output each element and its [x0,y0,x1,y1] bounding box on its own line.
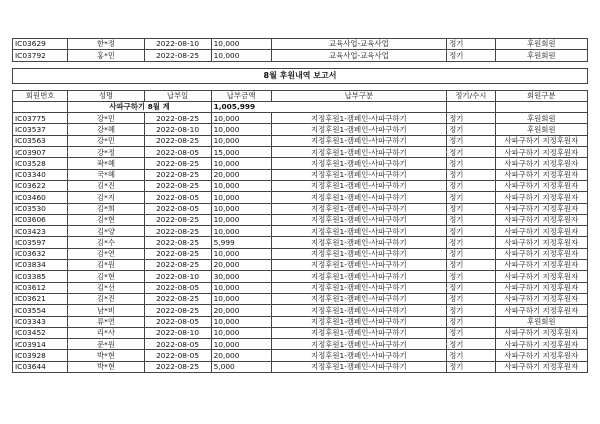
regular-cell: 정기 [447,282,495,293]
pay-date-cell: 2022-08-10 [144,271,211,282]
amount-cell: 10,000 [211,39,271,50]
report-title: 8월 후원내역 보고서 [13,68,588,83]
table-row [13,316,588,327]
regular-cell: 정기 [447,214,495,225]
table-row [13,226,588,237]
amount-cell: 15,000 [211,147,271,158]
name-cell: 문*원 [68,339,144,350]
member-type-cell: 후원회원 [495,124,587,135]
pay-type-cell: 지정후원1-캠페인-사파구하기 [271,214,447,225]
pay-type-cell: 지정후원1-캠페인-사파구하기 [271,305,447,316]
pay-date-cell: 2022-08-05 [144,339,211,350]
member-id-cell: IC03928 [13,350,68,361]
name-cell: 강*혜 [68,124,144,135]
regular-cell: 정기 [447,327,495,338]
pay-date-cell: 2022-08-25 [144,135,211,146]
table-row [13,339,588,350]
name-cell: 김*지 [68,192,144,203]
member-id-cell: IC03343 [13,316,68,327]
amount-cell: 10,000 [211,124,271,135]
pay-date-cell: 2022-08-05 [144,316,211,327]
table-row [13,192,588,203]
header-pay-date: 납부일 [144,90,211,101]
subtotal-label: 사파구하기 8월 계 [68,101,211,112]
regular-cell: 정기 [447,192,495,203]
amount-cell: 10,000 [211,158,271,169]
member-type-cell: 사파구하기 지정후원자 [495,271,587,282]
name-cell: 강*민 [68,135,144,146]
regular-cell: 정기 [447,124,495,135]
regular-cell: 정기 [447,158,495,169]
member-id-cell: IC03622 [13,180,68,191]
member-type-cell: 사파구하기 지정후원자 [495,203,587,214]
table-row [13,327,588,338]
member-id-cell: IC03563 [13,135,68,146]
table-row [13,147,588,158]
pay-type-cell: 교육사업-교육사업 [271,50,447,61]
pay-type-cell: 지정후원1-캠페인-사파구하기 [271,192,447,203]
table-row [13,271,588,282]
member-type-cell: 사파구하기 지정후원자 [495,135,587,146]
name-cell: 김*수 [68,237,144,248]
table-row [13,158,588,169]
member-id-cell: IC03644 [13,361,68,372]
table-row [13,260,588,271]
table-row [13,214,588,225]
member-id-cell: IC03775 [13,113,68,124]
pay-type-cell: 지정후원1-캠페인-사파구하기 [271,350,447,361]
pay-date-cell: 2022-08-25 [144,214,211,225]
member-type-cell: 사파구하기 지정후원자 [495,180,587,191]
amount-cell: 10,000 [211,316,271,327]
member-type-cell: 사파구하기 지정후원자 [495,214,587,225]
pay-type-cell: 지정후원1-캠페인-사파구하기 [271,124,447,135]
pay-type-cell: 지정후원1-캠페인-사파구하기 [271,316,447,327]
name-cell: 김*원 [68,260,144,271]
regular-cell: 정기 [447,147,495,158]
name-cell: 김*양 [68,226,144,237]
pay-type-cell: 지정후원1-캠페인-사파구하기 [271,147,447,158]
regular-cell: 정기 [447,248,495,259]
table-row [13,180,588,191]
member-id-cell: IC03530 [13,203,68,214]
member-id-cell: IC03537 [13,124,68,135]
pay-type-cell: 지정후원1-캠페인-사파구하기 [271,237,447,248]
member-type-cell: 사파구하기 지정후원자 [495,147,587,158]
pay-date-cell: 2022-08-10 [144,124,211,135]
member-type-cell: 후원회원 [495,39,587,50]
member-type-cell: 후원회원 [495,113,587,124]
member-id-cell: IC03792 [13,50,68,61]
amount-cell: 10,000 [211,282,271,293]
table-row [13,293,588,304]
pay-date-cell: 2022-08-25 [144,158,211,169]
pay-date-cell: 2022-08-25 [144,293,211,304]
member-type-cell: 사파구하기 지정후원자 [495,226,587,237]
pay-date-cell: 2022-08-05 [144,282,211,293]
pay-date-cell: 2022-08-25 [144,113,211,124]
regular-cell: 정기 [447,350,495,361]
spacer-row [13,83,588,90]
member-id-cell: IC03597 [13,237,68,248]
pay-date-cell: 2022-08-25 [144,226,211,237]
pay-type-cell: 지정후원1-캠페인-사파구하기 [271,203,447,214]
amount-cell: 10,000 [211,50,271,61]
regular-cell: 정기 [447,203,495,214]
pay-type-cell: 지정후원1-캠페인-사파구하기 [271,169,447,180]
header-amount: 납부금액 [211,90,271,101]
regular-cell: 정기 [447,39,495,50]
pay-type-cell: 지정후원1-캠페인-사파구하기 [271,339,447,350]
table-row [13,124,588,135]
amount-cell: 10,000 [211,339,271,350]
table-row [13,350,588,361]
column-header-row [13,90,588,101]
name-cell: 곽*혜 [68,158,144,169]
amount-cell: 10,000 [211,293,271,304]
regular-cell: 정기 [447,361,495,372]
regular-cell: 정기 [447,293,495,304]
table-row [13,361,588,372]
amount-cell: 10,000 [211,226,271,237]
member-id-cell: IC03340 [13,169,68,180]
pay-type-cell: 지정후원1-캠페인-사파구하기 [271,113,447,124]
amount-cell: 20,000 [211,169,271,180]
member-type-cell: 후원회원 [495,316,587,327]
member-id-cell: IC03629 [13,39,68,50]
pay-date-cell: 2022-08-05 [144,147,211,158]
amount-cell: 20,000 [211,350,271,361]
name-cell: 남*비 [68,305,144,316]
pay-type-cell: 지정후원1-캠페인-사파구하기 [271,271,447,282]
name-cell: 김*연 [68,248,144,259]
donation-rows [13,113,588,373]
pay-date-cell: 2022-08-25 [144,169,211,180]
name-cell: 김*선 [68,282,144,293]
name-cell: 김*현 [68,214,144,225]
name-cell: 리*사 [68,327,144,338]
subtotal-amount: 1,005,999 [211,101,447,112]
pay-type-cell: 지정후원1-캠페인-사파구하기 [271,158,447,169]
name-cell: 김*진 [68,293,144,304]
regular-cell: 정기 [447,50,495,61]
member-id-cell: IC03612 [13,282,68,293]
regular-cell: 정기 [447,316,495,327]
regular-cell: 정기 [447,226,495,237]
subtotal-empty [13,101,68,112]
amount-cell: 30,000 [211,271,271,282]
member-id-cell: IC03834 [13,260,68,271]
regular-cell: 정기 [447,237,495,248]
name-cell: 한*정 [68,39,144,50]
member-type-cell: 사파구하기 지정후원자 [495,158,587,169]
regular-cell: 정기 [447,305,495,316]
name-cell: 강*정 [68,147,144,158]
amount-cell: 10,000 [211,135,271,146]
member-id-cell: IC03606 [13,214,68,225]
table-row [13,39,588,50]
name-cell: 박*현 [68,361,144,372]
report-sheet [12,38,588,373]
member-id-cell: IC03621 [13,293,68,304]
regular-cell: 정기 [447,260,495,271]
pay-date-cell: 2022-08-25 [144,248,211,259]
member-id-cell: IC03452 [13,327,68,338]
member-type-cell: 사파구하기 지정후원자 [495,361,587,372]
regular-cell: 정기 [447,271,495,282]
amount-cell: 10,000 [211,248,271,259]
pay-date-cell: 2022-08-10 [144,39,211,50]
pay-type-cell: 지정후원1-캠페인-사파구하기 [271,180,447,191]
pay-date-cell: 2022-08-05 [144,192,211,203]
table-row [13,248,588,259]
pay-type-cell: 지정후원1-캠페인-사파구하기 [271,361,447,372]
pay-type-cell: 지정후원1-캠페인-사파구하기 [271,327,447,338]
member-type-cell: 사파구하기 지정후원자 [495,327,587,338]
name-cell: 국*혜 [68,169,144,180]
member-type-cell: 사파구하기 지정후원자 [495,350,587,361]
table-row [13,113,588,124]
regular-cell: 정기 [447,180,495,191]
amount-cell: 10,000 [211,214,271,225]
member-type-cell: 후원회원 [495,50,587,61]
pay-date-cell: 2022-08-25 [144,180,211,191]
member-id-cell: IC03423 [13,226,68,237]
amount-cell: 10,000 [211,180,271,191]
regular-cell: 정기 [447,339,495,350]
pay-date-cell: 2022-08-25 [144,50,211,61]
member-type-cell: 사파구하기 지정후원자 [495,282,587,293]
header-member-id: 회원번호 [13,90,68,101]
amount-cell: 5,000 [211,361,271,372]
pay-type-cell: 지정후원1-캠페인-사파구하기 [271,248,447,259]
member-id-cell: IC03528 [13,158,68,169]
amount-cell: 5,999 [211,237,271,248]
header-member-type: 회원구분 [495,90,587,101]
report-table [12,38,588,373]
report-title-row [13,68,588,83]
previous-rows [13,39,588,62]
amount-cell: 20,000 [211,305,271,316]
member-id-cell: IC03460 [13,192,68,203]
name-cell: 김*희 [68,203,144,214]
subtotal-empty [495,101,587,112]
amount-cell: 10,000 [211,203,271,214]
table-row [13,169,588,180]
name-cell: 강*민 [68,113,144,124]
member-type-cell: 사파구하기 지정후원자 [495,305,587,316]
pay-type-cell: 지정후원1-캠페인-사파구하기 [271,282,447,293]
table-row [13,135,588,146]
member-id-cell: IC03907 [13,147,68,158]
report-header-section [13,61,588,113]
member-type-cell: 사파구하기 지정후원자 [495,169,587,180]
pay-type-cell: 지정후원1-캠페인-사파구하기 [271,226,447,237]
table-row [13,50,588,61]
pay-type-cell: 지정후원1-캠페인-사파구하기 [271,260,447,271]
spacer-row [13,61,588,68]
member-type-cell: 사파구하기 지정후원자 [495,192,587,203]
header-name: 성명 [68,90,144,101]
pay-date-cell: 2022-08-25 [144,260,211,271]
regular-cell: 정기 [447,113,495,124]
header-pay-type: 납부구분 [271,90,447,101]
member-id-cell: IC03554 [13,305,68,316]
member-type-cell: 사파구하기 지정후원자 [495,248,587,259]
member-type-cell: 사파구하기 지정후원자 [495,237,587,248]
pay-type-cell: 지정후원1-캠페인-사파구하기 [271,135,447,146]
member-id-cell: IC03385 [13,271,68,282]
pay-date-cell: 2022-08-25 [144,237,211,248]
pay-type-cell: 지정후원1-캠페인-사파구하기 [271,293,447,304]
pay-date-cell: 2022-08-10 [144,327,211,338]
amount-cell: 10,000 [211,113,271,124]
header-regular: 정기/수시 [447,90,495,101]
member-type-cell: 사파구하기 지정후원자 [495,260,587,271]
regular-cell: 정기 [447,169,495,180]
member-type-cell: 사파구하기 지정후원자 [495,339,587,350]
table-row [13,203,588,214]
pay-date-cell: 2022-08-05 [144,203,211,214]
regular-cell: 정기 [447,135,495,146]
name-cell: 류*연 [68,316,144,327]
pay-date-cell: 2022-08-25 [144,305,211,316]
name-cell: 박*현 [68,350,144,361]
table-row [13,282,588,293]
amount-cell: 20,000 [211,260,271,271]
subtotal-empty [447,101,495,112]
name-cell: 김*진 [68,180,144,191]
member-type-cell: 사파구하기 지정후원자 [495,293,587,304]
table-row [13,305,588,316]
member-id-cell: IC03914 [13,339,68,350]
member-id-cell: IC03632 [13,248,68,259]
amount-cell: 10,000 [211,327,271,338]
pay-date-cell: 2022-08-25 [144,361,211,372]
subtotal-row [13,101,588,112]
name-cell: 홍*민 [68,50,144,61]
name-cell: 김*현 [68,271,144,282]
table-row [13,237,588,248]
amount-cell: 10,000 [211,192,271,203]
pay-date-cell: 2022-08-05 [144,350,211,361]
pay-type-cell: 교육사업-교육사업 [271,39,447,50]
